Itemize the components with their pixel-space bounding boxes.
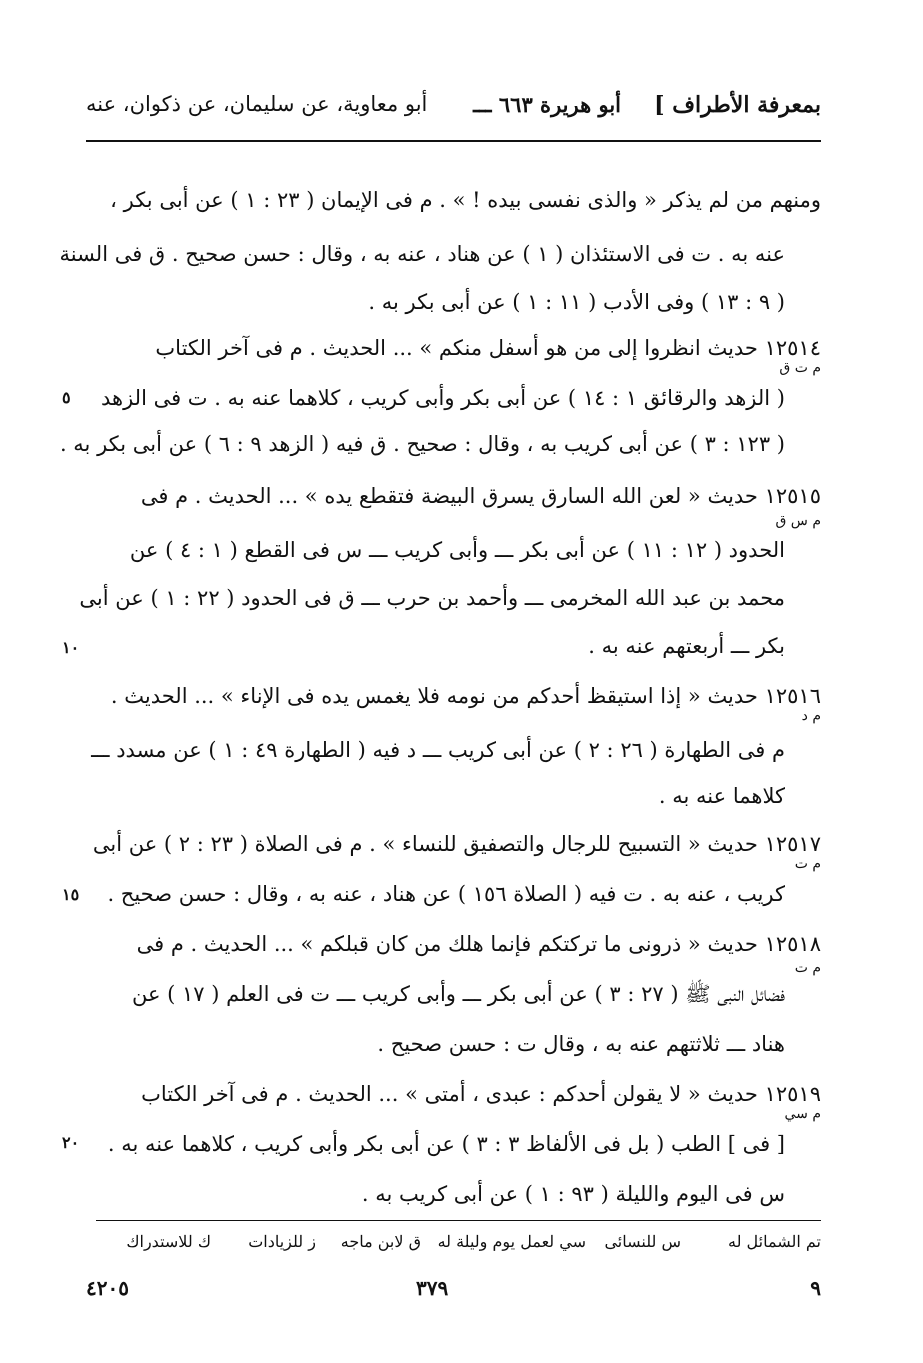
margin-siglum: م ت: [794, 856, 821, 872]
footnote-item: تم الشمائل له: [727, 1232, 821, 1251]
line-number: ١٥: [62, 885, 80, 904]
line-number: ٥: [62, 388, 71, 407]
header-chapter: أبو هريرة ٦٦٣ ـــ: [473, 92, 621, 117]
header-chain: أبو معاوية، عن سليمان، عن ذكوان، عنه: [86, 92, 428, 116]
line-number: ٢٠: [62, 1133, 80, 1152]
margin-siglum: م ت: [794, 960, 821, 976]
text-line: محمد بن عبد الله المخرمى ـــ وأحمد بن حرب ـــ ق فى الحدود ( ٢٢ : ١ ) عن أبى: [79, 586, 785, 610]
text-line: ١٢٥١٧ حديث « التسبيح للرجال والتصفيق للنساء » . م فى الصلاة ( ٢٣ : ٢ ) عن أبى: [92, 832, 821, 856]
text-line: ١٢٥١٩ حديث « لا يقولن أحدكم : عبدى ، أمتى » ... الحديث . م فى آخر الكتاب: [141, 1082, 821, 1106]
page-number: ٣٧٩: [416, 1276, 449, 1300]
text-line: ( ٩ : ١٣ ) وفى الأدب ( ١١ : ١ ) عن أبى بكر به .: [368, 290, 785, 314]
text-line: س فى اليوم والليلة ( ٩٣ : ١ ) عن أبى كريب به .: [361, 1182, 785, 1206]
text-line: ( ١٢٣ : ٣ ) عن أبى كريب به ، وقال : صحيح . ق فيه ( الزهد ٩ : ٦ ) عن أبى بكر به .: [59, 432, 785, 456]
text-line: فضائل النبى ﷺ ( ٢٧ : ٣ ) عن أبى بكر ـــ وأبى كريب ـــ ت فى العلم ( ١٧ ) عن: [131, 982, 785, 1006]
page-footer: [86, 1276, 821, 1306]
margin-siglum: م سي: [784, 1106, 821, 1122]
text-line: كلاهما عنه به .: [658, 784, 785, 808]
text-line: كريب ، عنه به . ت فيه ( الصلاة ١٥٦ ) عن هناد ، عنه به ، وقال : حسن صحيح .: [107, 882, 785, 906]
footnote-abbreviations: [86, 1232, 821, 1260]
margin-siglum: م د: [801, 708, 821, 724]
text-line: ١٢٥١٦ حديث « إذا استيقظ أحدكم من نومه فلا يغمس يده فى الإناء » ... الحديث .: [110, 684, 821, 708]
text-line: بكر ـــ أربعتهم عنه به .: [588, 634, 785, 658]
line-number: ١٠: [62, 638, 80, 657]
footnote-item: س للنسائى: [604, 1232, 681, 1251]
text-line: م فى الطهارة ( ٢٦ : ٢ ) عن أبى كريب ـــ د فيه ( الطهارة ٤٩ : ١ ) عن مسدد ـــ: [91, 738, 785, 762]
footnote-item: ك للاستدراك: [126, 1232, 211, 1251]
footnote-rule: [96, 1220, 821, 1221]
text-line: ومنهم من لم يذكر « والذى نفسى بيده ! » . م فى الإيمان ( ٢٣ : ١ ) عن أبى بكر ،: [110, 188, 821, 212]
margin-siglum: م س ق: [775, 513, 821, 529]
text-line: [ فى ] الطب ( بل فى الألفاظ ٣ : ٣ ) عن أبى بكر وأبى كريب ، كلاهما عنه به .: [107, 1132, 785, 1156]
footer-signature: ٩: [810, 1276, 821, 1300]
header-rule: [86, 140, 821, 142]
footnote-item: سي لعمل يوم وليلة له: [437, 1232, 586, 1251]
text-line: عنه به . ت فى الاستئذان ( ١ ) عن هناد ، عنه به ، وقال : حسن صحيح . ق فى السنة: [59, 242, 785, 266]
text-line: ١٢٥١٤ حديث انظروا إلى من هو أسفل منكم » ... الحديث . م فى آخر الكتاب: [155, 336, 821, 360]
footnote-item: ق لابن ماجه: [340, 1232, 421, 1251]
text-line: ١٢٥١٥ حديث « لعن الله السارق يسرق البيضة فتقطع يده » ... الحديث . م فى: [140, 484, 821, 508]
header-section-title: بمعرفة الأطراف ]: [654, 92, 821, 118]
text-line: هناد ـــ ثلاثتهم عنه به ، وقال ت : حسن صحيح .: [377, 1032, 785, 1056]
text-line: ١٢٥١٨ حديث « ذرونى ما تركتكم فإنما هلك من كان قبلكم » ... الحديث . م فى: [136, 932, 821, 956]
footnote-item: ز للزيادات: [248, 1232, 316, 1251]
text-line: الحدود ( ١٢ : ١١ ) عن أبى بكر ـــ وأبى كريب ـــ س فى القطع ( ١ : ٤ ) عن: [129, 538, 785, 562]
footer-total: ٤٢٠٥: [86, 1276, 129, 1300]
margin-siglum: م ت ق: [779, 360, 821, 376]
running-header: [86, 92, 821, 132]
text-line: ( الزهد والرقائق ١ : ١٤ ) عن أبى بكر وأبى كريب ، كلاهما عنه به . ت فى الزهد: [101, 386, 785, 410]
